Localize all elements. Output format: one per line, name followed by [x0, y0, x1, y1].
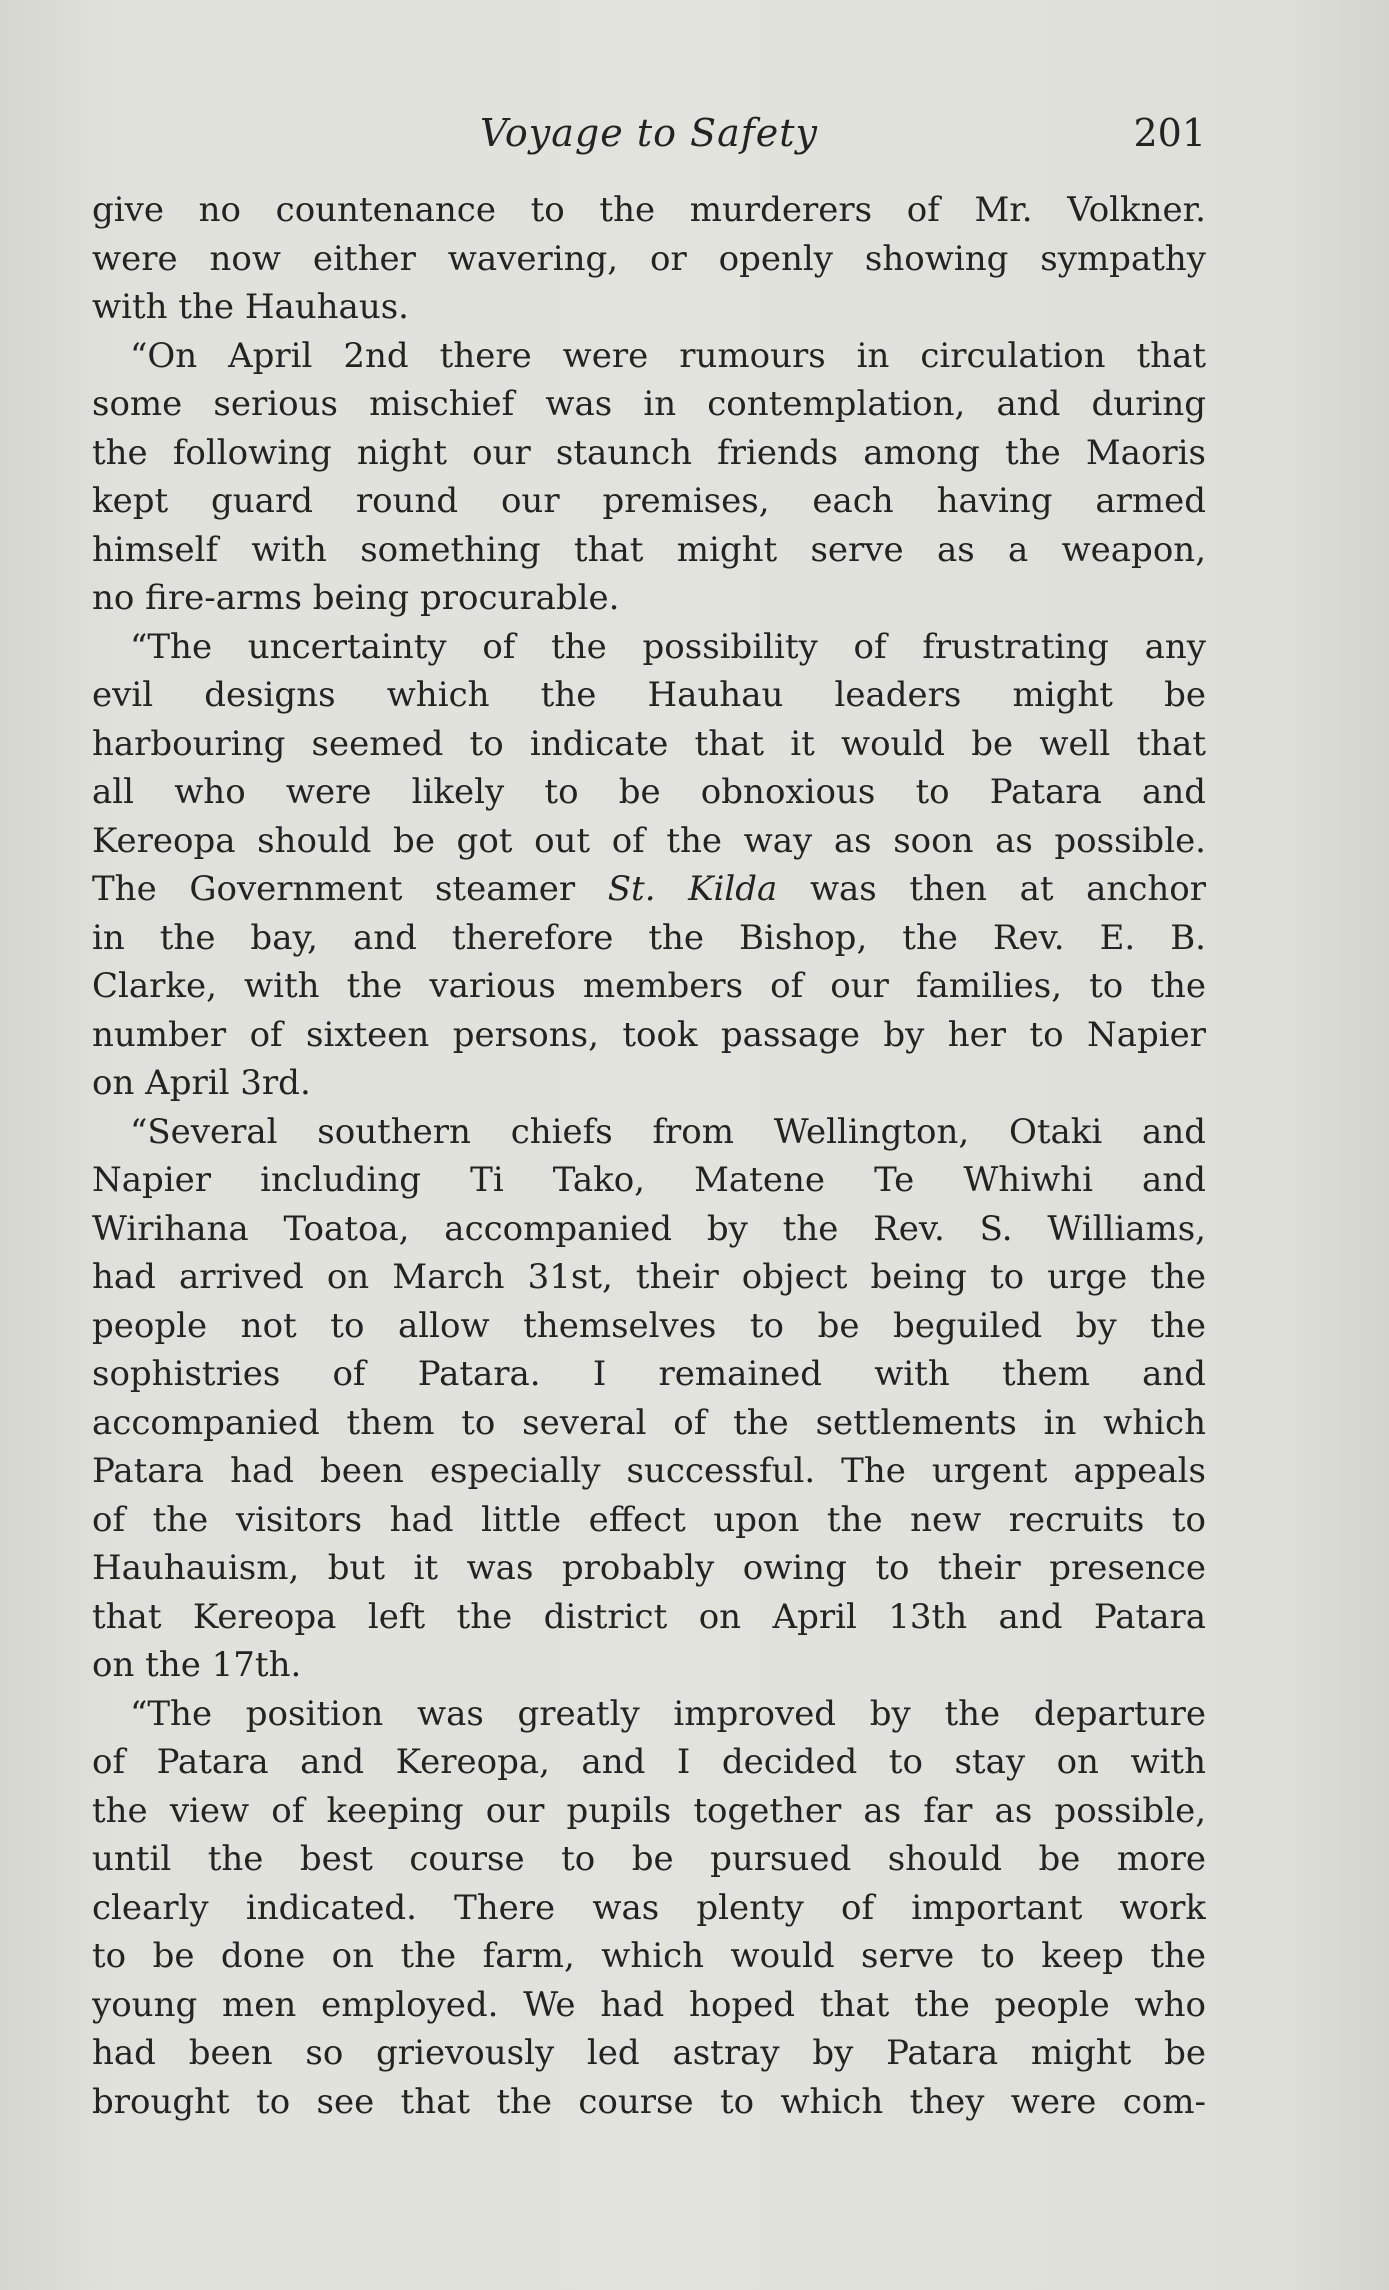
text-line: in the bay, and therefore the Bishop, the Rev. E. B.	[92, 917, 1206, 958]
running-title: Voyage to Safety	[479, 111, 819, 155]
text-line: were now either wavering, or openly showing sympathy	[92, 238, 1206, 279]
body-text	[92, 186, 1206, 2126]
text-line: that Kereopa left the district on April 13th and Patara	[92, 1596, 1206, 1637]
text-line: Clarke, with the various members of our families, to the	[92, 966, 1206, 1006]
text-line: on the 17th.	[92, 1645, 302, 1685]
page-header	[92, 108, 1206, 158]
text-line: some serious mischief was in contemplation, and during	[92, 384, 1206, 424]
text-line-segment: was then at anchor	[777, 869, 1206, 909]
text-line: Patara had been especially successful. The urgent appeals	[92, 1451, 1206, 1491]
text-line: to be done on the farm, which would serve to keep the	[92, 1936, 1206, 1976]
text-line: people not to allow themselves to be beguiled by the	[92, 1305, 1206, 1346]
text-line: accompanied them to several of the settlements in which	[92, 1402, 1206, 1443]
text-line: young men employed. We had hoped that the people who	[92, 1984, 1206, 2025]
text-line: brought to see that the course to which they were com-	[92, 2081, 1206, 2122]
text-line: of Patara and Kereopa, and I decided to stay on with	[92, 1742, 1206, 1782]
text-line-segment: The Government steamer	[92, 869, 608, 909]
text-line: “Several southern chiefs from Wellington, Otaki and	[130, 1111, 1206, 1152]
text-line: of the visitors had little effect upon the new recruits to	[92, 1499, 1206, 1540]
text-line: himself with something that might serve as a weapon,	[92, 529, 1206, 570]
text-line: Napier including Ti Tako, Matene Te Whiwhi and	[92, 1160, 1206, 1200]
text-line: clearly indicated. There was plenty of important work	[92, 1887, 1206, 1928]
text-line: the view of keeping our pupils together as far as possible,	[92, 1790, 1206, 1831]
text-line: Wirihana Toatoa, accompanied by the Rev. S. Williams,	[92, 1208, 1206, 1249]
ship-name-italic: St. Kilda	[607, 869, 778, 909]
text-line: “On April 2nd there were rumours in circulation that	[130, 335, 1206, 376]
text-line: evil designs which the Hauhau leaders might be	[92, 675, 1206, 715]
page-number: 201	[1133, 111, 1206, 155]
text-line: Hauhauism, but it was probably owing to their presence	[92, 1548, 1206, 1588]
text-line: no fire-arms being procurable.	[92, 578, 620, 618]
text-line: with the Hauhaus.	[92, 287, 409, 327]
text-line: “The uncertainty of the possibility of frustrating any	[130, 626, 1206, 667]
text-line: number of sixteen persons, took passage by her to Napier	[92, 1014, 1206, 1055]
text-line: all who were likely to be obnoxious to Patara and	[92, 772, 1206, 812]
text-line: Kereopa should be got out of the way as soon as possible.	[92, 820, 1206, 861]
text-line	[92, 865, 1206, 914]
text-line: kept guard round our premises, each having armed	[92, 481, 1206, 521]
text-line: sophistries of Patara. I remained with them and	[92, 1354, 1206, 1394]
text-line: give no countenance to the murderers of Mr. Volkner.	[92, 190, 1206, 230]
text-line: “The position was greatly improved by the departure	[130, 1693, 1206, 1734]
text-line: had been so grievously led astray by Patara might be	[92, 2033, 1206, 2073]
text-line: on April 3rd.	[92, 1063, 311, 1103]
text-line: harbouring seemed to indicate that it would be well that	[92, 723, 1206, 764]
text-line: the following night our staunch friends among the Maoris	[92, 432, 1206, 473]
text-line: had arrived on March 31st, their object being to urge the	[92, 1257, 1206, 1297]
text-line: until the best course to be pursued should be more	[92, 1839, 1206, 1879]
